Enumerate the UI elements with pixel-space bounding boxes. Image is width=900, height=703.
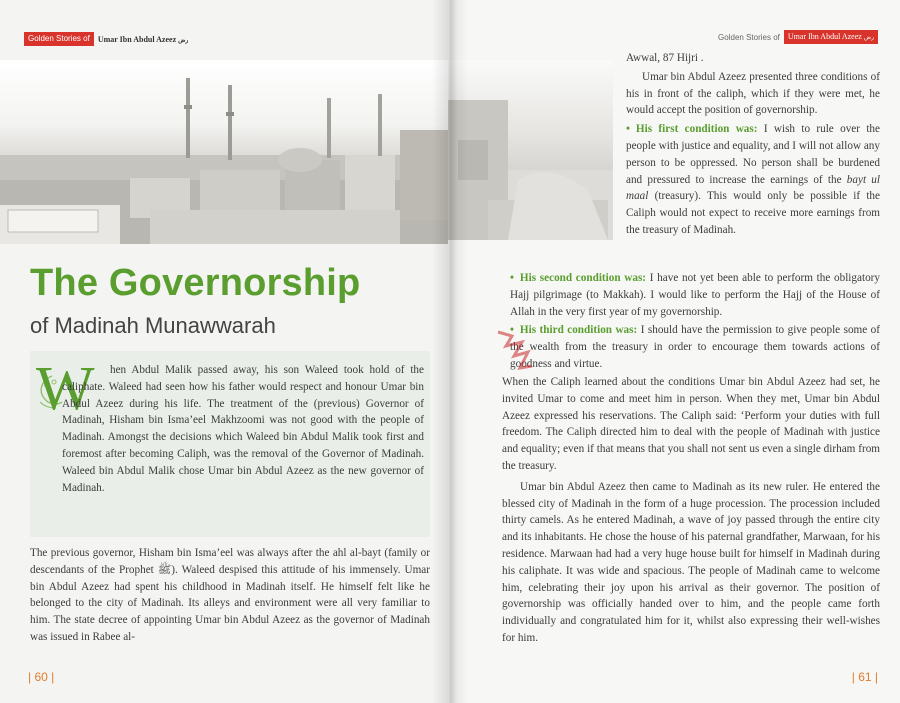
intro-paragraph: hen Abdul Malik passed away, his son Waleed took hold of the caliphate. Waleed had seen how his father would respect and honour Umar bin Abdul Azeez during his life. The treatment of the (previous) Governor of Madinah, Hisham bin Isma’eel Makhzoomi was not good with the people of Madinah. Amongst the decisions which Waleed bin Abdul Malik took first and foremost after becoming Caliph, was the removal of the Governor of Madinah. Waleed bin Abdul Malik chose Umar bin Abdul Azeez as the new governor of Madinah.	[62, 364, 424, 494]
right-top-column	[626, 50, 880, 241]
series-label-right: Golden Stories of	[718, 32, 780, 42]
subject-name: Umar Ibn Abdul Azeez رض	[97, 34, 189, 44]
bullet-icon: •	[510, 272, 514, 284]
bullet-icon: •	[626, 123, 630, 136]
condition-2: • His second condition was: I have not yet been able to perform the obligatory Hajj pilgrimage (to Makkah). I would like to perform the Hajj of the House of Allah in the very first year of my governorship.	[510, 272, 880, 318]
series-label: Golden Stories of	[24, 32, 94, 46]
madinah-photo	[0, 60, 448, 244]
subject-name-right: Umar Ibn Abdul Azeez رض	[784, 30, 878, 44]
madinah-photo-continued	[448, 60, 613, 240]
drop-cap: W	[36, 355, 95, 423]
continuation-line: Awwal, 87 Hijri .	[626, 52, 704, 64]
page-number-left: | 60 |	[28, 670, 55, 684]
condition-1: • His first condition was: I wish to rule over the people with justice and equality, and I will not allow any person to be oppressed. No person shall be burdened and pressured to increase the earnings of the bayt ul maal (treasury). This would only be possible if the Caliph would not expect to receive more earnings from the treasury of Madinah.	[626, 123, 880, 236]
chapter-title: The Governorship	[30, 262, 361, 304]
running-header-left	[24, 32, 192, 46]
right-page	[448, 0, 900, 703]
page-number-right: | 61 |	[851, 670, 878, 684]
right-bottom-column	[502, 374, 880, 651]
right-mid-column	[510, 270, 880, 373]
left-page	[0, 0, 448, 703]
photo-continuation-illustration	[448, 60, 613, 240]
body-paragraph-left: The previous governor, Hisham bin Isma’eel was always after the ahl al-bayt (family or descendants of the Prophet ﷺ). Waleed despised this attitude of his immensely. Umar bin Abdul Azeez had spent his childhood in Madinah itself. He himself felt like he belonged to the city of Madinah. Its alleys and environment were all very familiar to him. The state decree of appointing Umar bin Abdul Azeez as the governor of Madinah was issued in Rabee al-	[30, 547, 430, 643]
arrival-paragraph: Umar bin Abdul Azeez then came to Madinah as its new ruler. He entered the blessed city of Madinah in the form of a huge procession. The procession included thirty camels. As he entered Madinah, a wave of joy passed through the entire city and its inhabitants. He chose the house of his paternal grandfather, Marwaan, for his residence. Marwaan had had a very huge house built for himself in Madinah during his caliphate. It was wide and spacious. The people of Madinah came to welcome him, celebrating their joy upon his arrival as their governor. The position of governorship was officially handed over to him, and the people came forth individually and congratulated him for it, whilst also expressing their well-wishes for him.	[502, 480, 880, 644]
bullet-icon: •	[510, 324, 514, 337]
running-header-right	[714, 30, 878, 44]
red-ink-mark-icon	[492, 322, 536, 382]
chapter-subtitle: of Madinah Munawwarah	[30, 313, 276, 338]
caliph-response-paragraph: When the Caliph learned about the conditions Umar bin Abdul Azeez had set, he invited Umar to come and meet him in person. When they met, Umar bin Abdul Azeez expressed his reservations. The Caliph said: ‘Perform your duties with full freedom. The Caliph directed him to deal with the people of Madinah with justice and equality; even if that means that you shall not sent us even a single dirham from the treasury.	[502, 376, 880, 472]
conditions-intro: Umar bin Abdul Azeez presented three conditions of his in front of the caliph, which if they were met, he would accept the position of governorship.	[626, 70, 880, 117]
madinah-cityscape-illustration	[0, 60, 448, 244]
condition-3: • His third condition was: I should have the permission to give people some of the wealth from the treasury in order to encourage them towards actions of goodness and virtue.	[510, 324, 881, 370]
